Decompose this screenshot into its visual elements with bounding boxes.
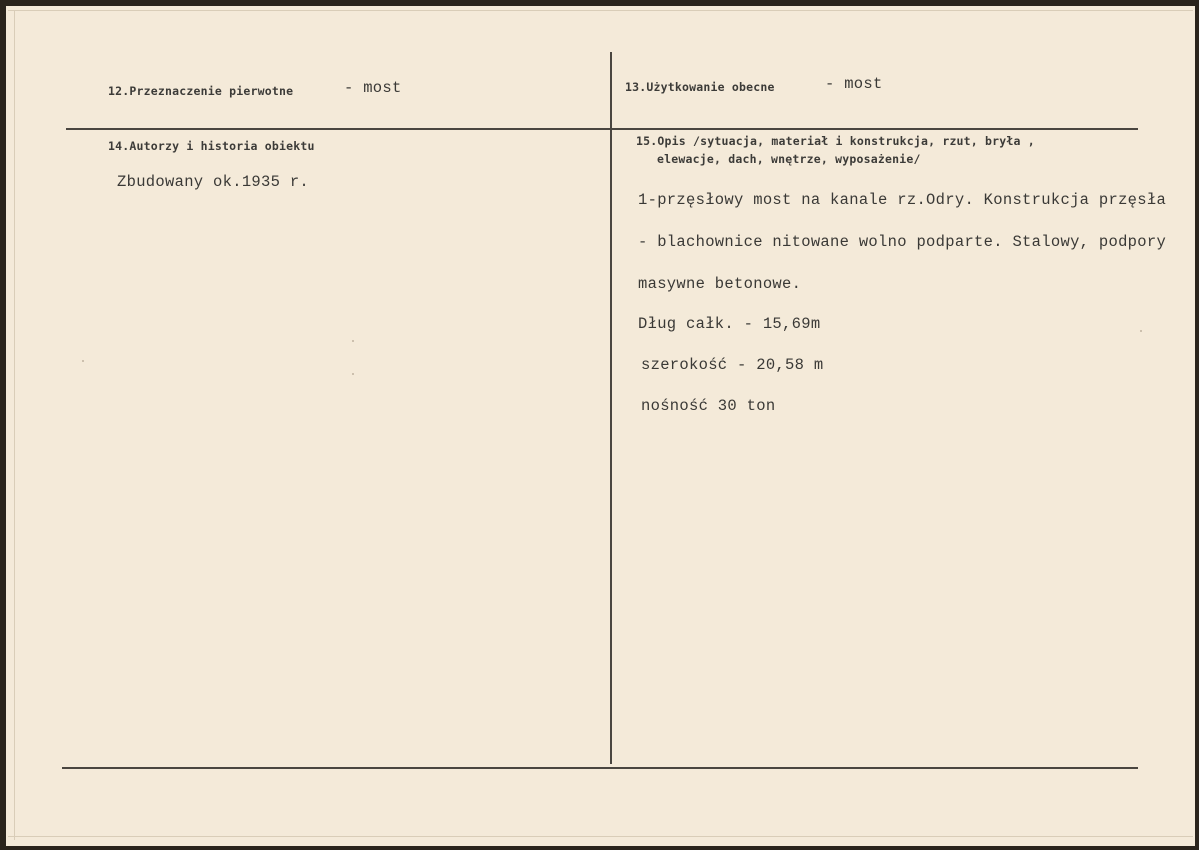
vertical-divider xyxy=(610,52,612,764)
description-line: szerokość - 20,58 m xyxy=(641,356,824,374)
description-line: Dług całk. - 15,69m xyxy=(638,315,821,333)
card-edge-left xyxy=(0,0,6,850)
field-13-label: 13.Użytkowanie obecne xyxy=(625,80,775,94)
horizontal-rule-bottom xyxy=(62,767,1138,769)
card-edge-right xyxy=(1195,0,1199,850)
paper-speck xyxy=(1140,330,1142,332)
paper-speck xyxy=(82,360,84,362)
description-line: 1-przęsłowy most na kanale rz.Odry. Konstrukcja przęsła xyxy=(638,191,1167,209)
stack-edge-line xyxy=(8,10,1193,11)
card-edge-bottom xyxy=(0,846,1199,850)
description-line: nośność 30 ton xyxy=(641,397,776,415)
stack-edge-line xyxy=(14,10,15,840)
paper-speck xyxy=(352,373,354,375)
field-12-label: 12.Przeznaczenie pierwotne xyxy=(108,84,294,98)
description-line: masywne betonowe. xyxy=(638,275,802,293)
field-14-label: 14.Autorzy i historia obiektu xyxy=(108,139,315,153)
field-12-value: - most xyxy=(344,79,402,97)
field-15-label-line1: 15.Opis /sytuacja, materiał i konstrukcja, rzut, bryła , xyxy=(636,134,1035,148)
horizontal-rule-top xyxy=(66,128,1138,130)
description-line: - blachownice nitowane wolno podparte. Stalowy, podpory xyxy=(638,233,1167,251)
paper-speck xyxy=(352,340,354,342)
field-15-label-line2: elewacje, dach, wnętrze, wyposażenie/ xyxy=(657,152,921,166)
card-edge-top xyxy=(0,0,1199,6)
field-13-value: - most xyxy=(825,75,883,93)
field-14-text: Zbudowany ok.1935 r. xyxy=(117,173,310,191)
stack-edge-line xyxy=(8,836,1193,837)
